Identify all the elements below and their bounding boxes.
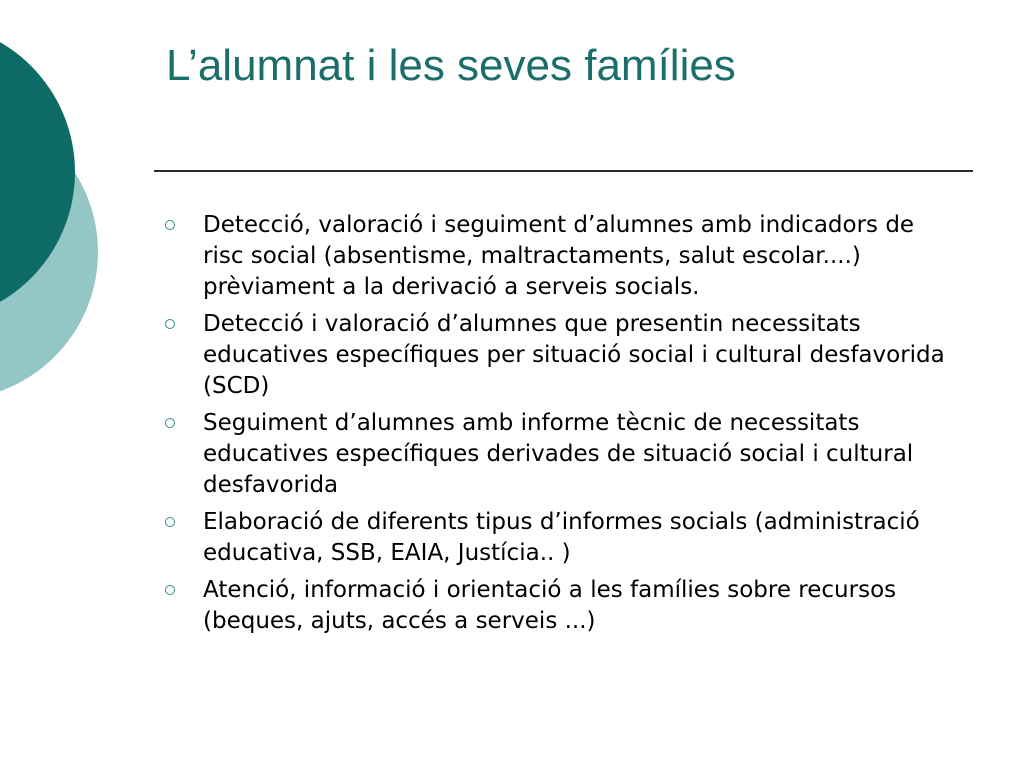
hollow-circle-icon xyxy=(165,319,175,329)
bullet-item xyxy=(160,210,960,303)
bullet-item xyxy=(160,309,960,402)
hollow-circle-icon xyxy=(165,517,175,527)
hollow-circle-icon xyxy=(165,220,175,230)
bullet-text: Atenció, informació i orientació a les famílies sobre recursos (beques, ajuts, accés a serveis ...) xyxy=(203,577,897,634)
light-teal-circle xyxy=(0,104,98,400)
bullet-list xyxy=(160,210,960,643)
slide-title: L’alumnat i les seves famílies xyxy=(166,41,736,90)
bullet-item xyxy=(160,507,960,569)
bullet-text: Seguiment d’alumnes amb informe tècnic de necessitats educatives específiques derivades de situació social i cultural desfavorida xyxy=(203,410,914,498)
title-divider xyxy=(154,170,973,172)
bullet-item xyxy=(160,408,960,501)
bullet-text: Detecció i valoració d’alumnes que presentin necessitats educatives específiques per situació social i cultural desfavorida (SCD) xyxy=(203,311,945,399)
dark-teal-circle xyxy=(0,22,75,322)
hollow-circle-icon xyxy=(165,418,175,428)
bullet-item xyxy=(160,575,960,637)
bullet-text: Detecció, valoració i seguiment d’alumnes amb indicadors de risc social (absentisme, maltractaments, salut escolar....) prèviament a la derivació a serveis socials. xyxy=(203,212,915,300)
hollow-circle-icon xyxy=(165,585,175,595)
bullet-text: Elaboració de diferents tipus d’informes socials (administració educativa, SSB, EAIA, Justícia.. ) xyxy=(203,509,920,566)
